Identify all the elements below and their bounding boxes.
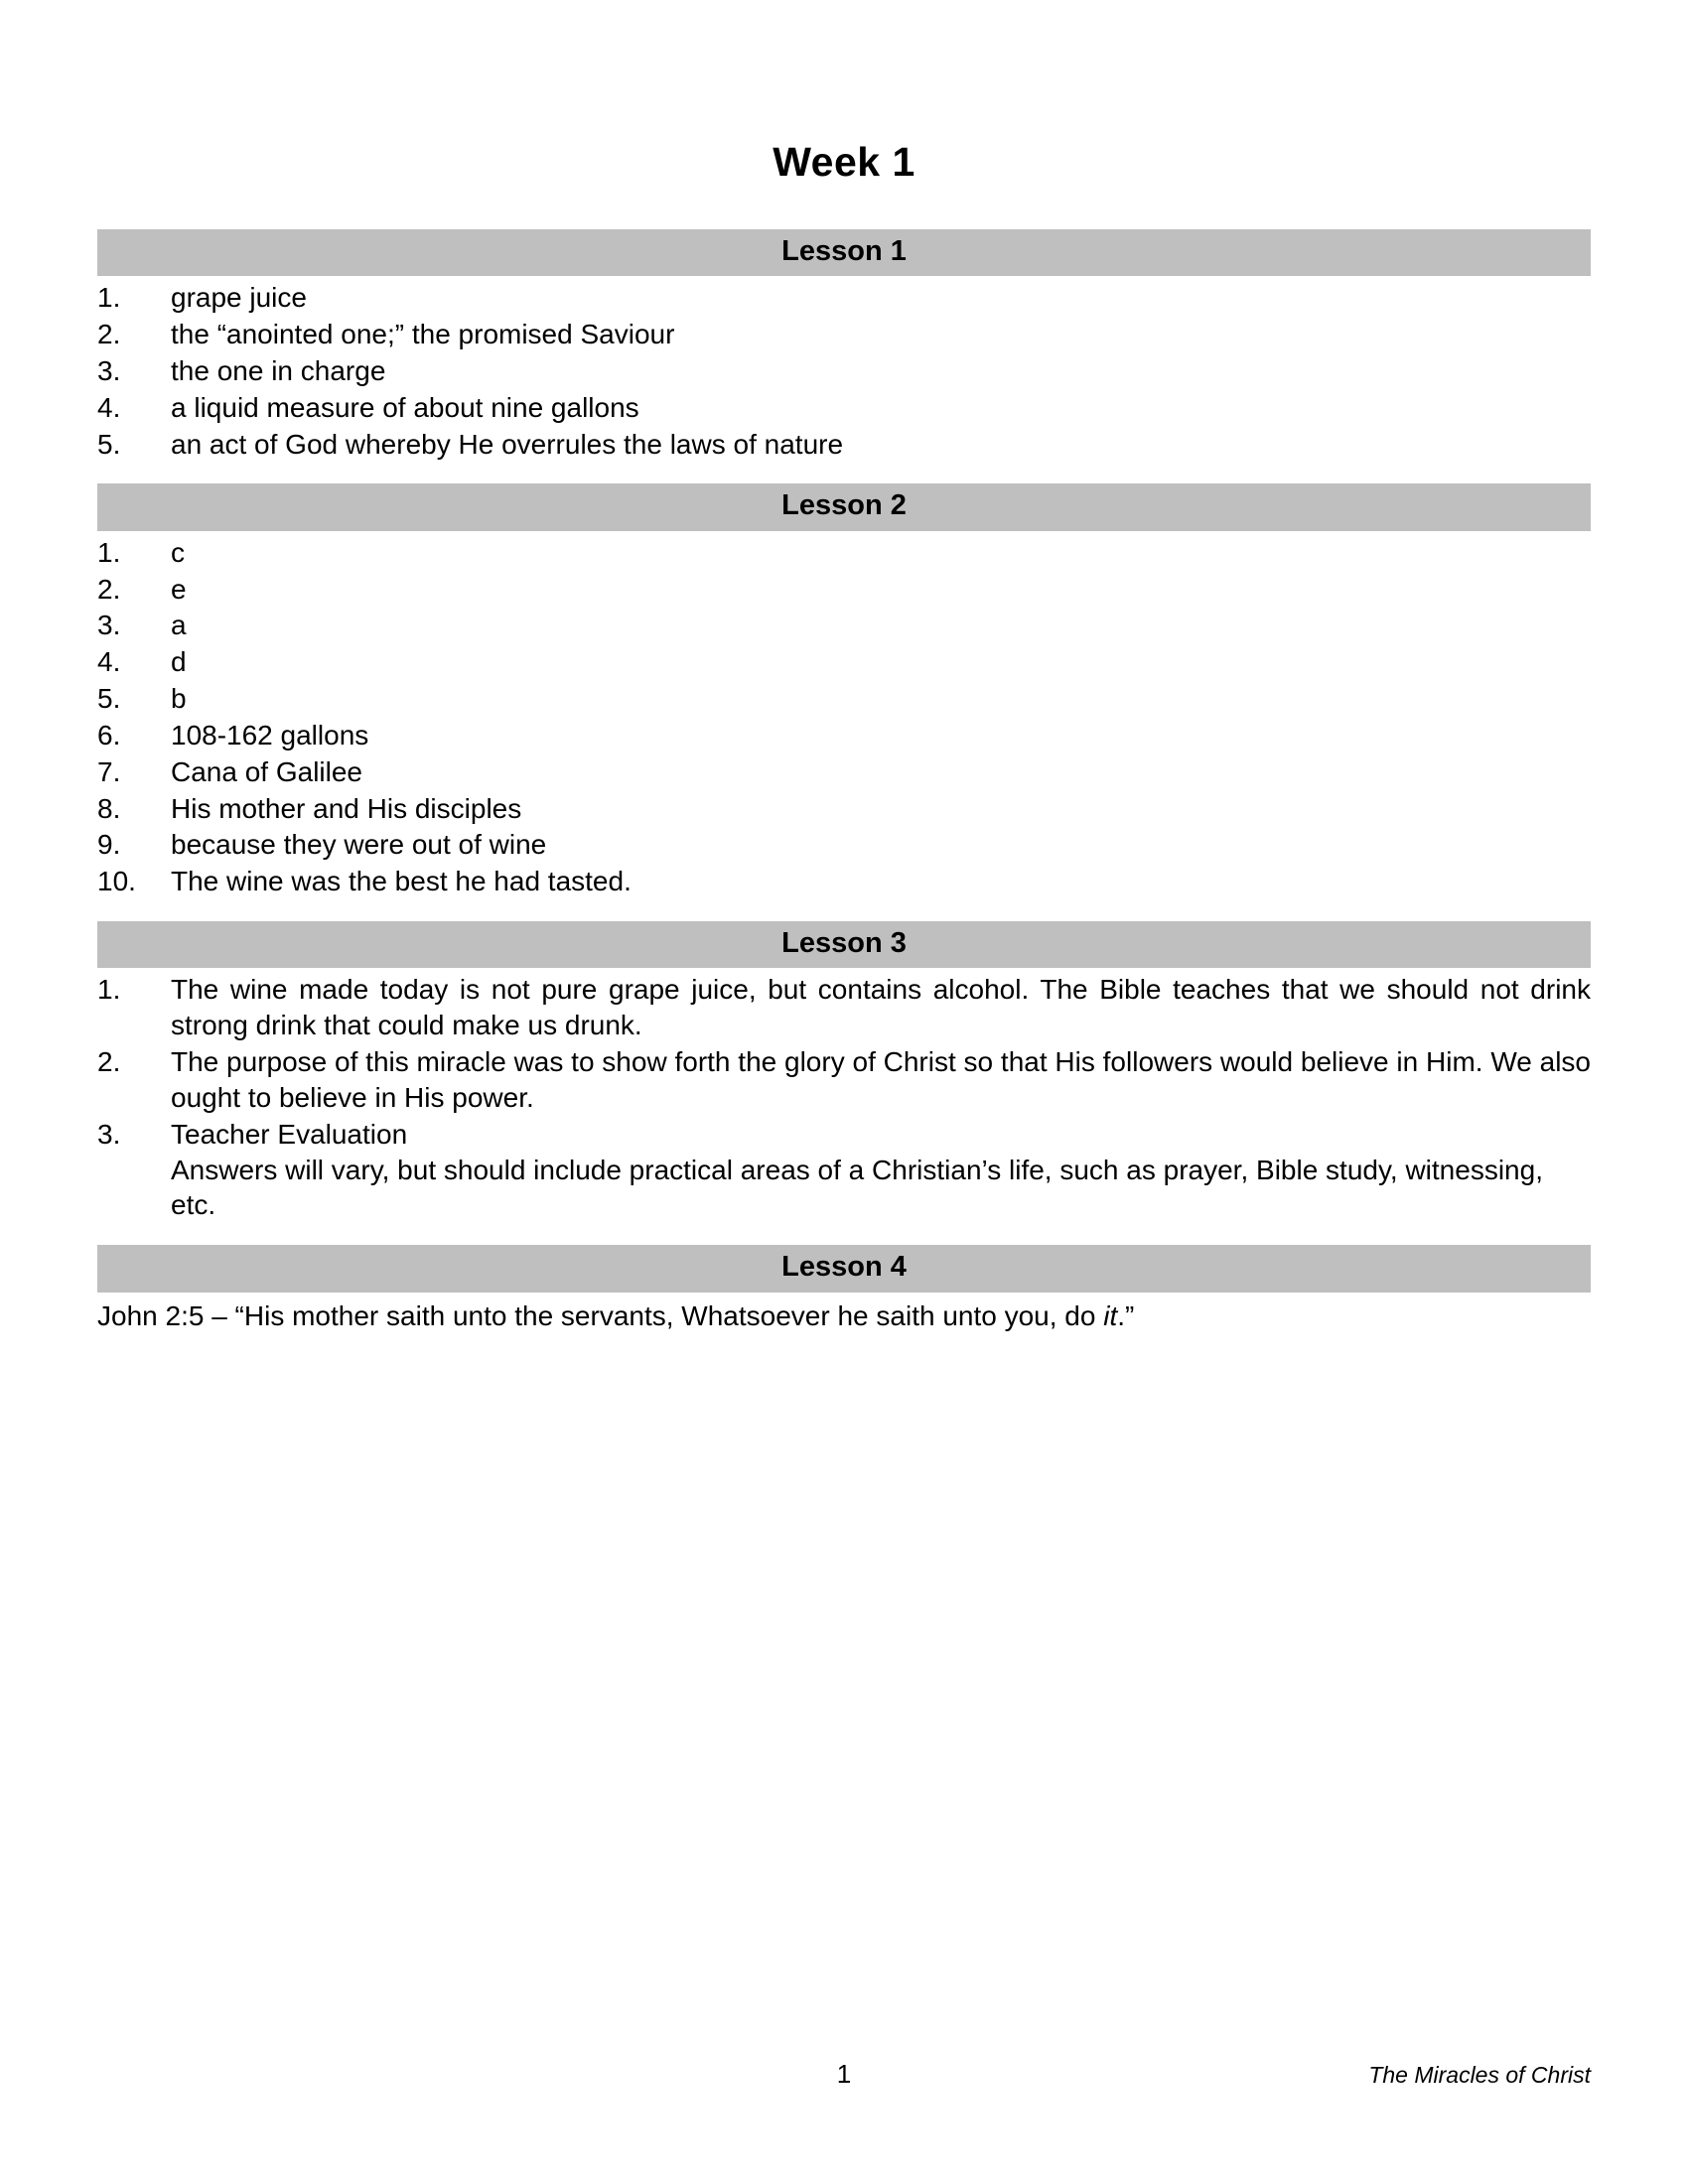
list-item-number: 1.: [97, 536, 121, 568]
list-item: [97, 353, 1591, 389]
list-item-text: because they were out of wine: [171, 829, 547, 861]
list-item: [97, 427, 1591, 463]
section-heading-lesson-1: Lesson 1: [97, 229, 1591, 276]
memory-verse-emphasis: it: [1103, 1299, 1118, 1331]
list-item-number: 3.: [97, 1118, 121, 1150]
list-item: [97, 1117, 1591, 1223]
list-item: [97, 572, 1591, 608]
list-item-text: The wine was the best he had tasted.: [171, 866, 632, 897]
list-item: [97, 972, 1591, 1043]
list-item: [97, 390, 1591, 426]
list-item-text: the “anointed one;” the promised Saviour: [171, 319, 675, 350]
page-title: Week 1: [773, 139, 915, 185]
list-item-text: an act of God whereby He overrules the laws of nature: [171, 428, 844, 460]
list-item: [97, 644, 1591, 680]
list-item-text: c: [171, 536, 185, 568]
list-item: [97, 718, 1591, 753]
list-item-number: 3.: [97, 355, 121, 386]
list-item-subtext: Answers will vary, but should include practical areas of a Christian’s life, such as prayer, Bible study, witnessing, etc.: [171, 1154, 1543, 1221]
list-item-text: a: [171, 610, 187, 641]
list-item-text: 108-162 gallons: [171, 719, 369, 751]
list-item: [97, 608, 1591, 643]
list-item: [97, 535, 1591, 571]
answer-list-lesson-2: [97, 535, 1591, 899]
list-item: [97, 754, 1591, 790]
list-item-number: 9.: [97, 829, 121, 861]
list-item-text: Cana of Galilee: [171, 755, 363, 787]
list-item-number: 8.: [97, 792, 121, 824]
list-item-text: The purpose of this miracle was to show forth the glory of Christ so that His followers would believe in Him. We also ought to believe in His power.: [171, 1046, 1591, 1113]
list-item: [97, 827, 1591, 863]
list-item-text: Teacher Evaluation: [171, 1118, 408, 1150]
list-item-number: 7.: [97, 755, 121, 787]
list-item-text: His mother and His disciples: [171, 792, 522, 824]
list-item-text: a liquid measure of about nine gallons: [171, 391, 639, 423]
list-item-text: The wine made today is not pure grape juice, but contains alcohol. The Bible teaches that we should not drink strong drink that could make us drunk.: [171, 974, 1591, 1041]
list-item-number: 2.: [97, 1046, 121, 1078]
footer-note: The Miracles of Christ: [1368, 2062, 1591, 2088]
list-item-number: 10.: [97, 866, 136, 897]
section-heading-lesson-4: Lesson 4: [97, 1245, 1591, 1292]
answer-list-lesson-1: [97, 280, 1591, 462]
list-item: [97, 681, 1591, 717]
memory-verse-text: John 2:5 – “His mother saith unto the servants, Whatsoever he saith unto you, do: [97, 1299, 1104, 1331]
list-item-text: grape juice: [171, 282, 307, 314]
section-heading-lesson-3: Lesson 3: [97, 921, 1591, 968]
memory-verse-text-end: .”: [1117, 1299, 1135, 1331]
list-item: [97, 280, 1591, 316]
list-item: [97, 791, 1591, 827]
list-item-number: 1.: [97, 974, 121, 1006]
list-item: [97, 864, 1591, 899]
list-item-number: 1.: [97, 282, 121, 314]
list-item-text: e: [171, 573, 187, 605]
list-item-number: 2.: [97, 573, 121, 605]
list-item: [97, 317, 1591, 352]
list-item-text: the one in charge: [171, 355, 386, 386]
list-item-number: 2.: [97, 319, 121, 350]
list-item-number: 6.: [97, 719, 121, 751]
list-item-text: d: [171, 646, 187, 678]
memory-verse: [97, 1298, 1591, 1334]
list-item-text: b: [171, 683, 187, 715]
page-number: 1: [836, 2059, 852, 2089]
section-heading-lesson-2: Lesson 2: [97, 483, 1591, 530]
list-item: [97, 1044, 1591, 1116]
list-item-number: 3.: [97, 610, 121, 641]
list-item-number: 4.: [97, 391, 121, 423]
answer-list-lesson-3: [97, 972, 1591, 1223]
list-item-number: 5.: [97, 683, 121, 715]
list-item-number: 5.: [97, 428, 121, 460]
list-item-number: 4.: [97, 646, 121, 678]
page-footer: [97, 2059, 1591, 2089]
